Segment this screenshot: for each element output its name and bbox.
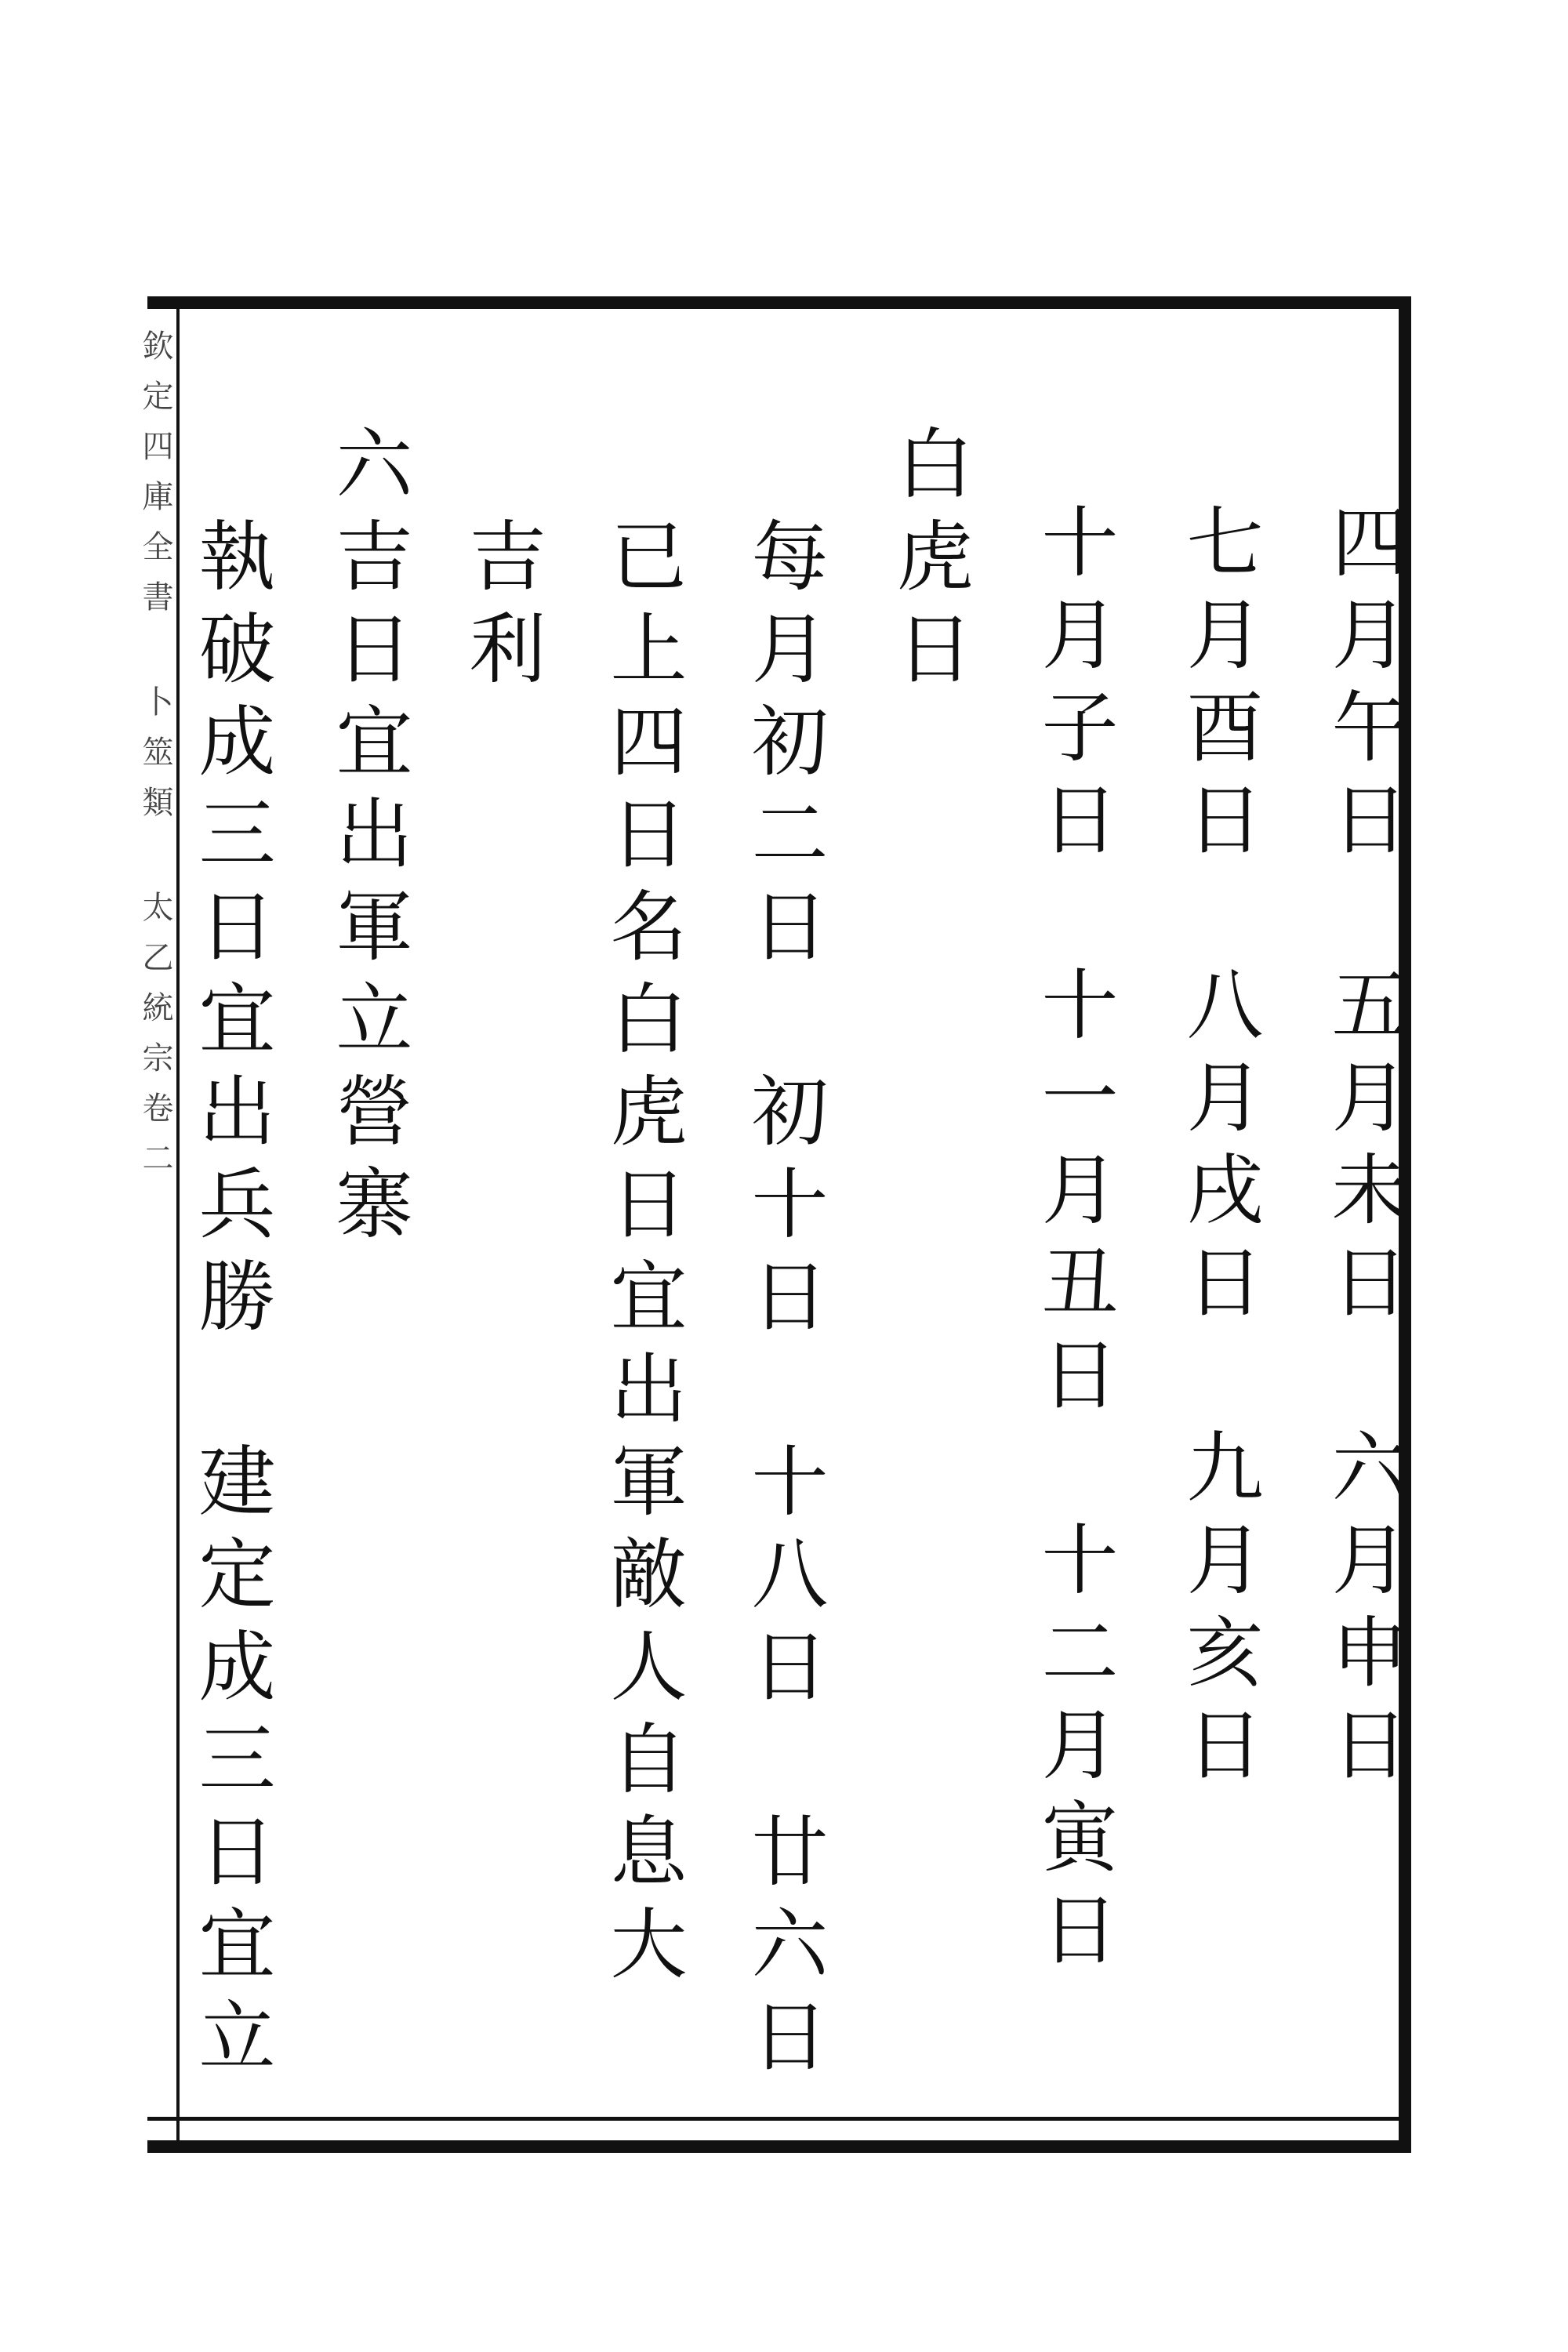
text-column-5: 每月初二日 初十日 十八日 廿六日 xyxy=(739,423,828,2089)
text-column-4-heading: 白虎日 xyxy=(884,423,973,701)
text-column-1: 四月午日 五月未日 六月申日 xyxy=(1319,502,1408,1797)
inner-border-rule-bottom xyxy=(147,2117,1411,2121)
text-column-2: 七月酉日 八月戌日 九月亥日 xyxy=(1174,502,1263,1797)
text-column-7: 吉利 xyxy=(456,423,546,701)
text-column-3: 十月子日 十一月丑日 十二月寅日 xyxy=(1029,502,1118,1982)
text-column-6: 已上四日名白虎日宜出軍敵人自息大 xyxy=(597,423,687,1996)
margin-edge-text: 欽定四庫全書 卜筮類 太乙統宗卷二 xyxy=(137,329,173,1192)
text-column-9: 執破成三日宜出兵勝 建定成三日宜立 xyxy=(186,423,275,2089)
text-column-8-heading: 六吉日宜出軍立營寨 xyxy=(323,423,412,1256)
